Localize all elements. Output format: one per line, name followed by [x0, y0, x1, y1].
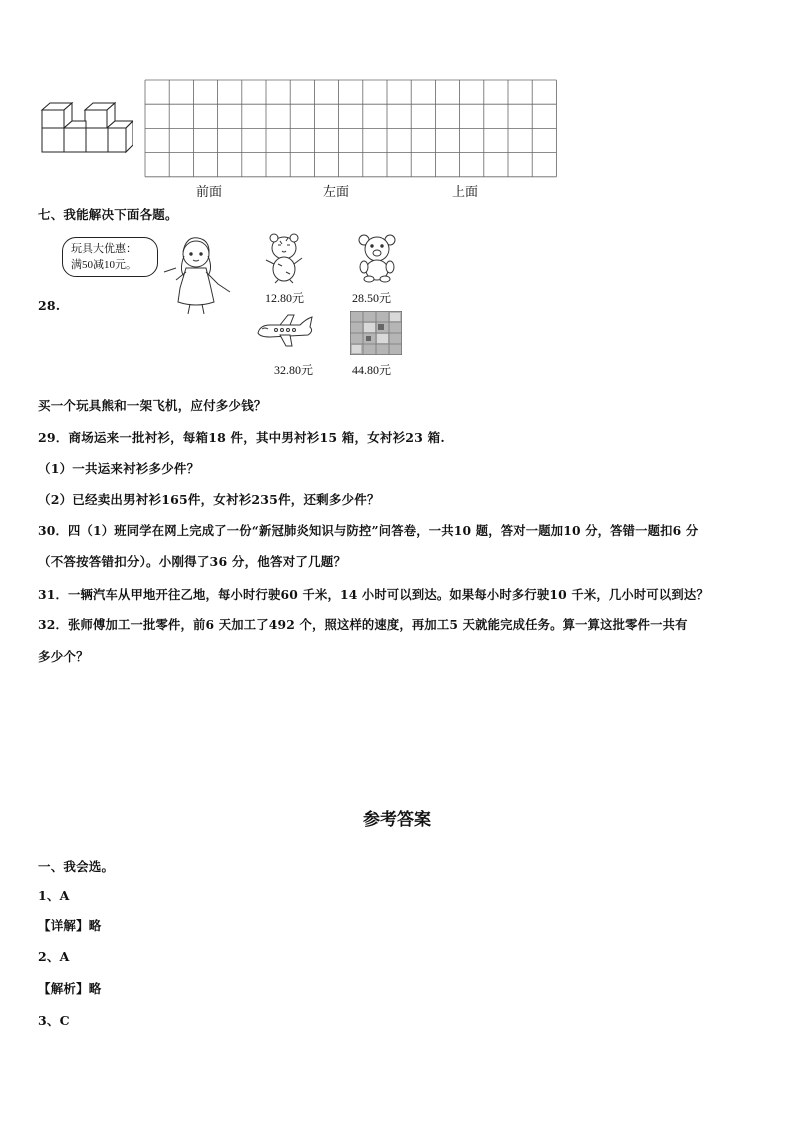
- q32-line1: 32．张师傅加工一批零件，前6 天加工了492 个，照这样的速度，再加工5 天就能完成任务。算一算这批零件一共有: [38, 617, 688, 632]
- q29-text: 29．商场运来一批衬衫，每箱18 件，其中男衬衫15 箱，女衬衫23 箱.: [38, 430, 445, 445]
- speech-bubble: [62, 237, 158, 277]
- answer-item: 1、A: [38, 888, 70, 903]
- puzzle-price: 44.80元: [352, 363, 392, 377]
- bear-toy-icon: [356, 233, 398, 283]
- tiger-price: 12.80元: [265, 291, 305, 305]
- puzzle-toy-icon: [350, 311, 402, 355]
- answers-title: 参考答案: [363, 810, 431, 830]
- q28-question: 买一个玩具熊和一架飞机，应付多少钱？: [38, 398, 267, 413]
- cube-stack-figure: [38, 100, 133, 158]
- view-grid: [144, 79, 557, 179]
- speech-line-2: 满50减10元。: [71, 259, 137, 271]
- left-view-label: 左面: [323, 184, 350, 199]
- airplane-price: 32.80元: [274, 363, 314, 377]
- answers-part1: 一、我会选。: [38, 859, 115, 874]
- q32-line2: 多少个？: [38, 649, 89, 664]
- section7-title: 七、我能解决下面各题。: [38, 207, 178, 222]
- q31-text: 31．一辆汽车从甲地开往乙地，每小时行驶60 千米，14 小时可以到达。如果每小时多行驶10 千米，几小时可以到达？: [38, 587, 709, 602]
- q29-sub1: （1）一共运来衬衫多少件？: [38, 461, 200, 476]
- answer-detail: 【解析】略: [38, 981, 102, 996]
- top-view-label: 上面: [452, 184, 479, 199]
- answer-item: 3、C: [38, 1013, 70, 1028]
- q30-line2: （不答按答错扣分）。小刚得了36 分，他答对了几题？: [38, 554, 347, 569]
- answer-item: 2、A: [38, 949, 70, 964]
- q28-number: 28.: [38, 298, 61, 313]
- q29-sub2: （2）已经卖出男衬衫165件，女衬衫235件，还剩多少件？: [38, 492, 380, 507]
- answer-detail: 【详解】略: [38, 918, 102, 933]
- bear-price: 28.50元: [352, 291, 392, 305]
- girl-illustration: [156, 232, 236, 316]
- front-view-label: 前面: [196, 184, 223, 199]
- speech-line-1: 玩具大优惠：: [71, 243, 137, 255]
- tiger-toy-icon: [262, 232, 306, 284]
- q30-line1: 30．四（1）班同学在网上完成了一份“新冠肺炎知识与防控”问答卷，一共10 题，答对一题加10 分，答错一题扣6 分: [38, 523, 699, 538]
- airplane-toy-icon: [254, 313, 316, 349]
